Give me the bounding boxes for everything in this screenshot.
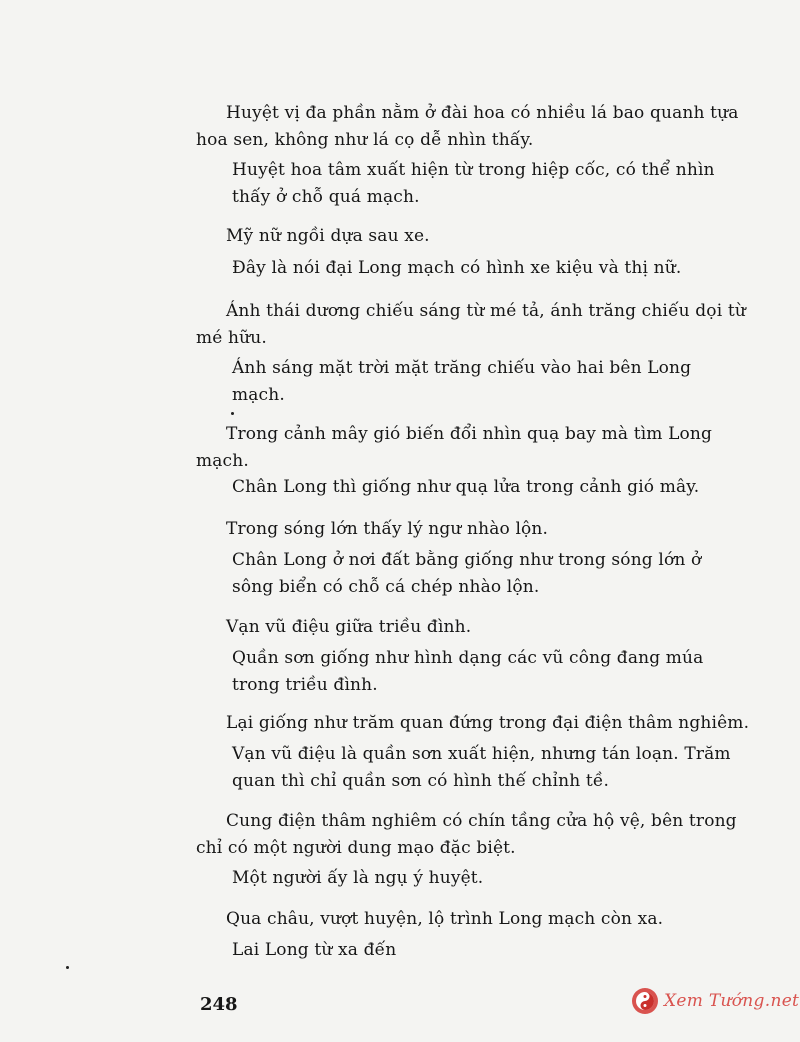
- page-number: 248: [200, 994, 238, 1015]
- text-line: Đây là nói đại Long mạch có hình xe kiệu và thị nữ.: [232, 258, 682, 278]
- site-watermark: [632, 988, 799, 1014]
- commentary-paragraph: [232, 865, 483, 892]
- ink-speck: [231, 412, 234, 415]
- text-line: Vạn vũ điệu là quần sơn xuất hiện, nhưng tán loạn. Trăm: [232, 744, 731, 764]
- verse-paragraph: [196, 421, 712, 475]
- text-line: Chân Long ở nơi đất bằng giống như trong sóng lớn ở: [232, 550, 702, 570]
- verse-paragraph: [196, 298, 746, 352]
- commentary-paragraph: [232, 937, 396, 964]
- verse-paragraph: [196, 906, 663, 933]
- text-line: hoa sen, không như lá cọ dễ nhìn thấy.: [196, 130, 534, 150]
- text-line: Huyệt vị đa phần nằm ở đài hoa có nhiều lá bao quanh tựa: [226, 103, 739, 123]
- verse-paragraph: [196, 808, 737, 862]
- commentary-paragraph: [232, 255, 681, 282]
- text-line: chỉ có một người dung mạo đặc biệt.: [196, 838, 516, 858]
- verse-paragraph: [196, 223, 430, 250]
- text-line: Ánh thái dương chiếu sáng từ mé tả, ánh trăng chiếu dọi từ: [226, 301, 746, 321]
- text-line: Vạn vũ điệu giữa triều đình.: [226, 617, 472, 637]
- commentary-paragraph: [232, 157, 715, 211]
- commentary-paragraph: [232, 547, 701, 601]
- text-line: Quần sơn giống như hình dạng các vũ công đang múa: [232, 648, 704, 668]
- commentary-paragraph: [232, 355, 691, 409]
- verse-paragraph: [196, 614, 471, 641]
- text-line: mé hữu.: [196, 328, 267, 348]
- text-line: Chân Long thì giống như quạ lửa trong cảnh gió mây.: [232, 477, 700, 497]
- text-line: Mỹ nữ ngồi dựa sau xe.: [226, 226, 430, 246]
- commentary-paragraph: [232, 741, 731, 795]
- text-line: sông biển có chỗ cá chép nhào lộn.: [232, 577, 540, 597]
- text-line: Một người ấy là ngụ ý huyệt.: [232, 868, 484, 888]
- text-line: mạch.: [196, 451, 249, 471]
- text-line: Trong sóng lớn thấy lý ngư nhào lộn.: [226, 519, 549, 539]
- verse-paragraph: [196, 100, 739, 154]
- text-line: Huyệt hoa tâm xuất hiện từ trong hiệp cốc, có thể nhìn: [232, 160, 715, 180]
- verse-paragraph: [196, 516, 548, 543]
- text-line: mạch.: [232, 385, 285, 405]
- commentary-paragraph: [232, 645, 703, 699]
- text-line: Lại giống như trăm quan đứng trong đại điện thâm nghiêm.: [226, 713, 750, 733]
- text-line: Ánh sáng mặt trời mặt trăng chiếu vào hai bên Long: [232, 358, 692, 378]
- text-line: Qua châu, vượt huyện, lộ trình Long mạch còn xa.: [226, 909, 664, 929]
- yin-yang-icon: [632, 988, 658, 1014]
- text-line: trong triều đình.: [232, 675, 378, 695]
- ink-speck: [66, 966, 69, 969]
- text-line: thấy ở chỗ quá mạch.: [232, 187, 420, 207]
- watermark-text: Xem Tướng.net: [664, 991, 800, 1011]
- verse-paragraph: [196, 710, 749, 737]
- text-line: Trong cảnh mây gió biến đổi nhìn quạ bay mà tìm Long: [226, 424, 713, 444]
- text-line: quan thì chỉ quần sơn có hình thế chỉnh tề.: [232, 771, 610, 791]
- text-line: Cung điện thâm nghiêm có chín tầng cửa hộ vệ, bên trong: [226, 811, 737, 831]
- commentary-paragraph: [232, 474, 699, 501]
- text-line: Lai Long từ xa đến: [232, 940, 397, 960]
